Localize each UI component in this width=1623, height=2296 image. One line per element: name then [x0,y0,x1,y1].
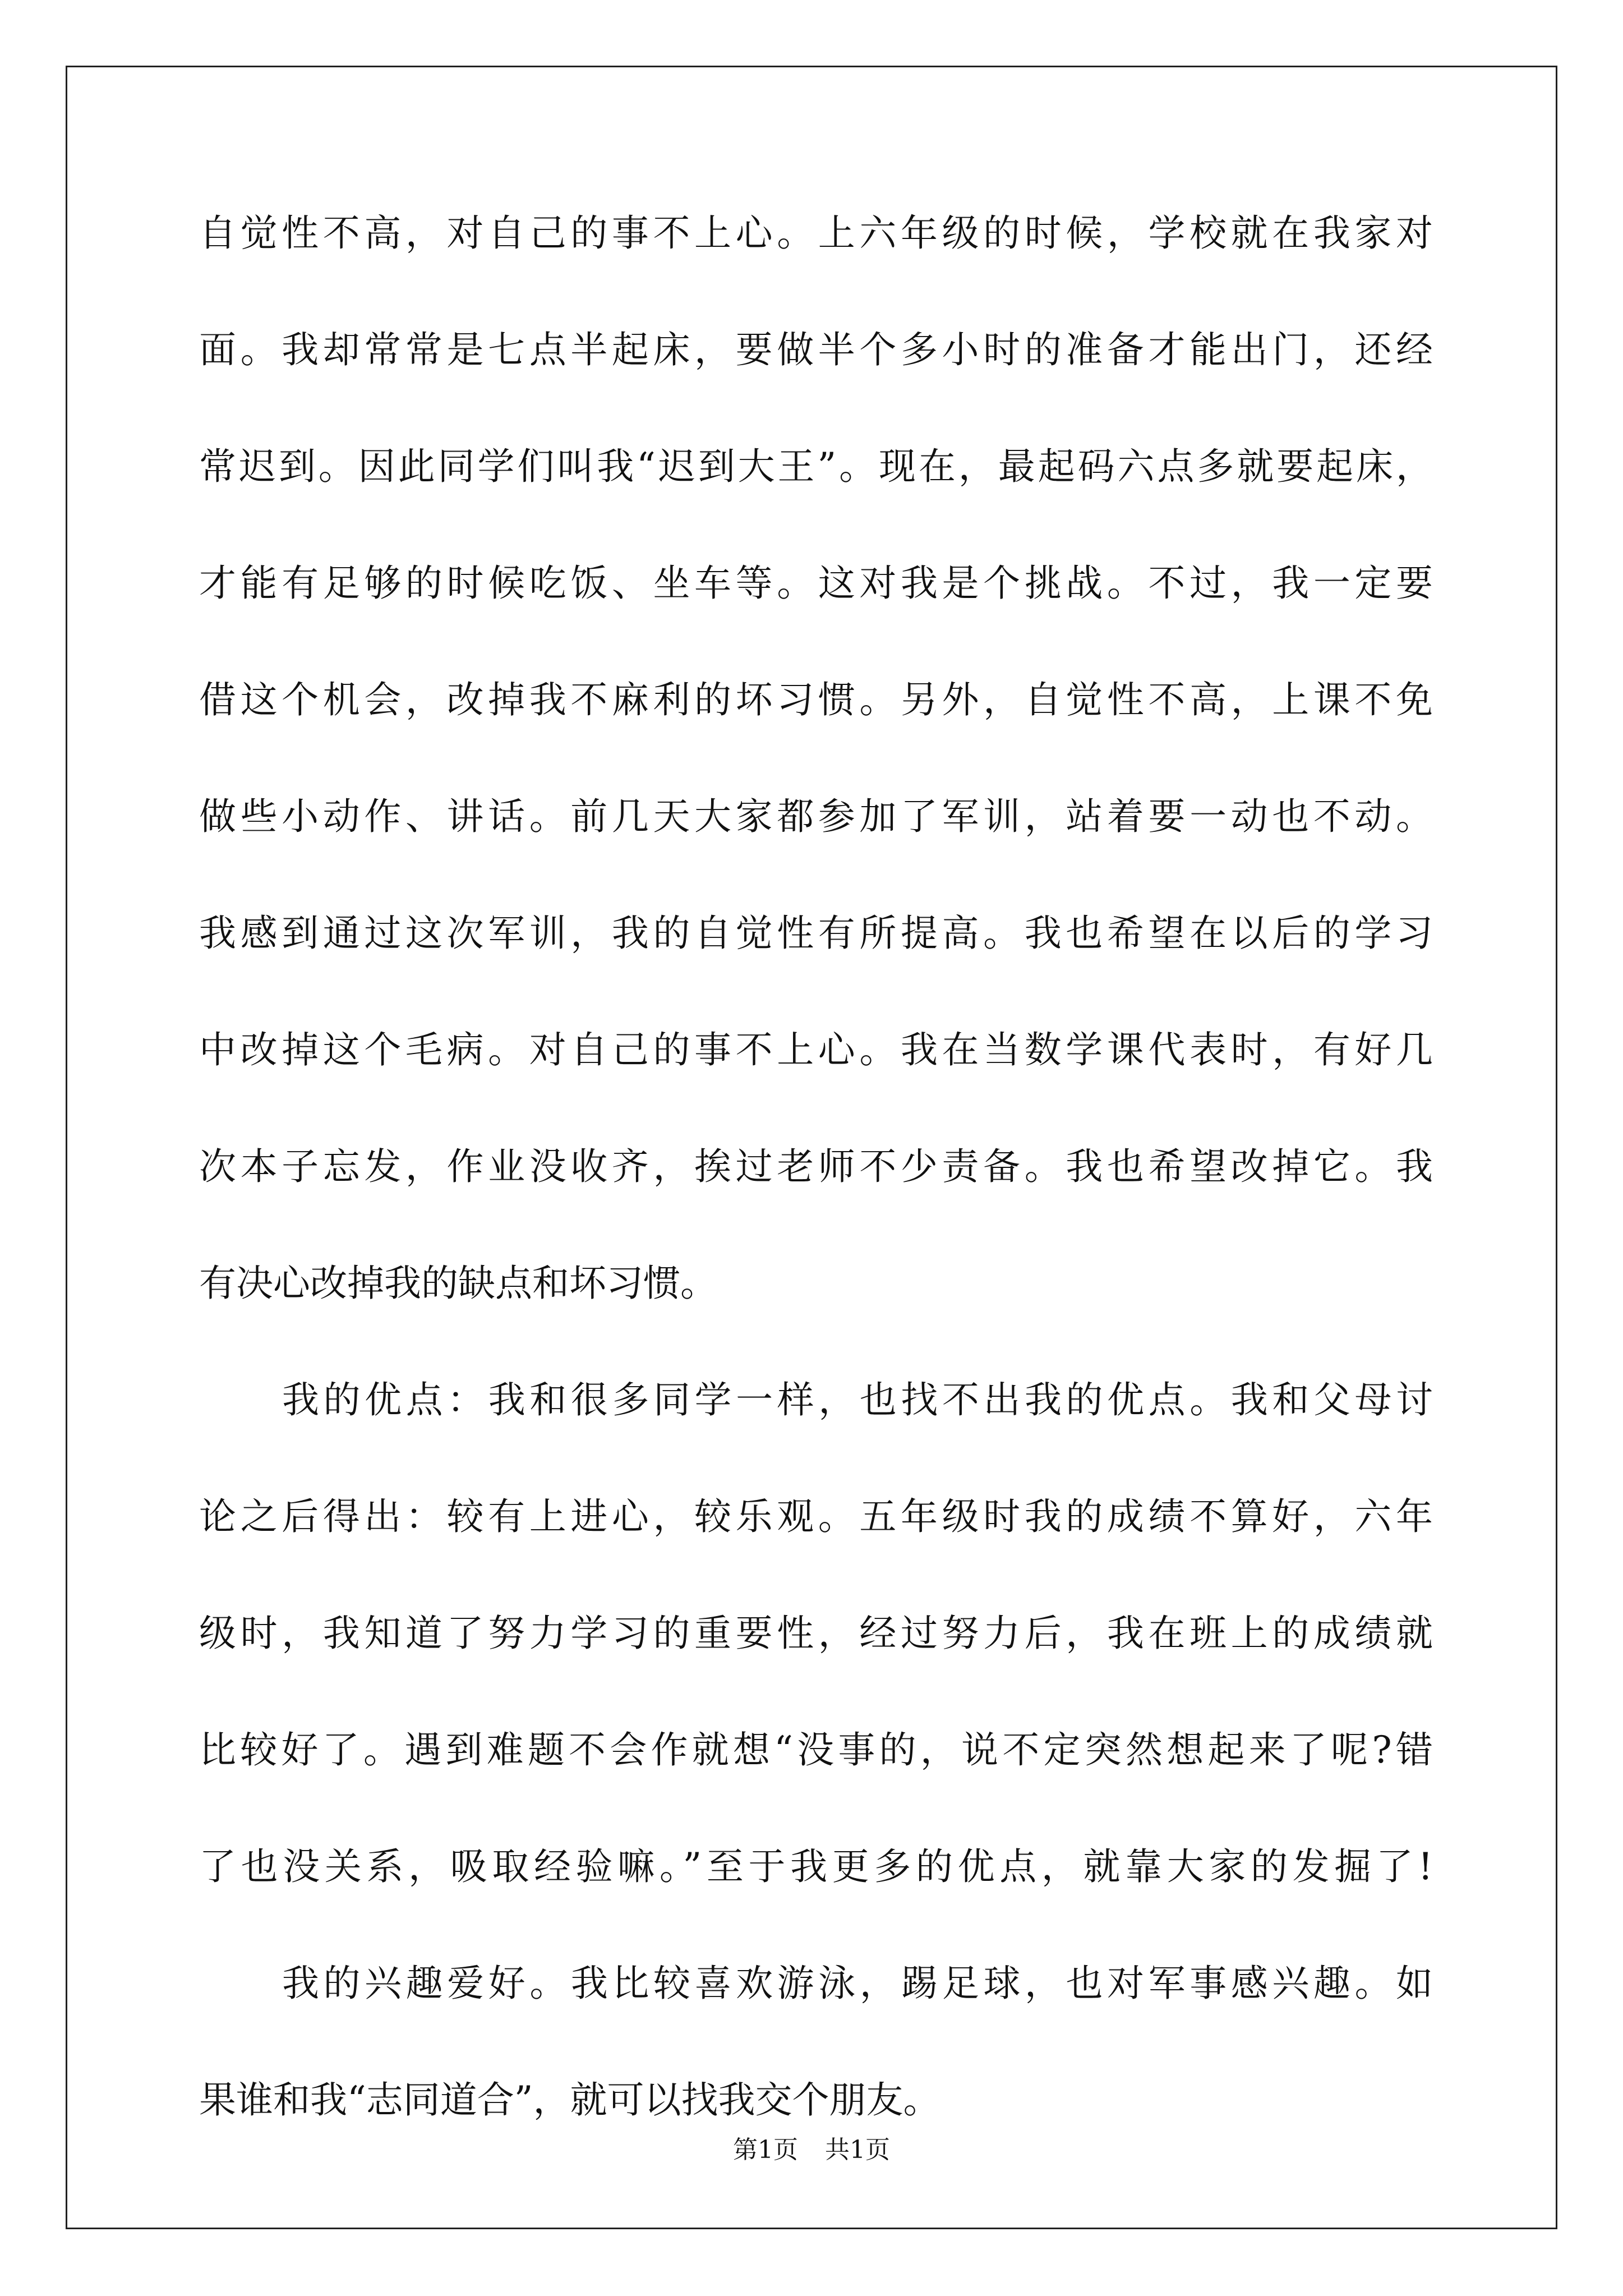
text-line: 常迟到。因此同学们叫我“迟到大王”。现在，最起码六点多就要起床， [199,445,1433,488]
page-number: 第1页 [733,2136,798,2164]
text-line: 做些小动作、讲话。前几天大家都参加了军训，站着要一动也不动。 [199,795,1433,838]
text-line: 自觉性不高，对自己的事不上心。上六年级的时候，学校就在我家对 [199,211,1433,255]
text-line: 面。我却常常是七点半起床，要做半个多小时的准备才能出门，还经 [199,328,1433,371]
page-footer [0,2136,1623,2165]
text-line: 比较好了。遇到难题不会作就想“没事的，说不定突然想起来了呢?错 [199,1728,1433,1772]
text-line: 论之后得出：较有上进心，较乐观。五年级时我的成绩不算好，六年 [199,1495,1433,1538]
document-body [199,213,1433,2197]
page-total: 共1页 [825,2136,890,2164]
paragraph-first-line: 我的兴趣爱好。我比较喜欢游泳，踢足球，也对军事感兴趣。如 [282,1962,1433,2005]
paragraph-first-line: 我的优点：我和很多同学一样，也找不出我的优点。我和父母讨 [282,1378,1433,1421]
text-line: 中改掉这个毛病。对自己的事不上心。我在当数学课代表时，有好几 [199,1028,1433,1071]
text-line: 果谁和我“志同道合”，就可以找我交个朋友。 [199,2078,940,2122]
text-line: 次本子忘发，作业没收齐，挨过老师不少责备。我也希望改掉它。我 [199,1145,1433,1188]
text-line: 借这个机会，改掉我不麻利的坏习惯。另外，自觉性不高，上课不免 [199,678,1433,721]
text-line: 级时，我知道了努力学习的重要性，经过努力后，我在班上的成绩就 [199,1612,1433,1655]
text-line: 才能有足够的时候吃饭、坐车等。这对我是个挑战。不过，我一定要 [199,562,1433,605]
text-line: 了也没关系，吸取经验嘛。”至于我更多的优点，就靠大家的发掘了! [199,1845,1433,1888]
text-line: 有决心改掉我的缺点和坏习惯。 [199,1262,717,1305]
text-line: 我感到通过这次军训，我的自觉性有所提高。我也希望在以后的学习 [199,912,1433,955]
